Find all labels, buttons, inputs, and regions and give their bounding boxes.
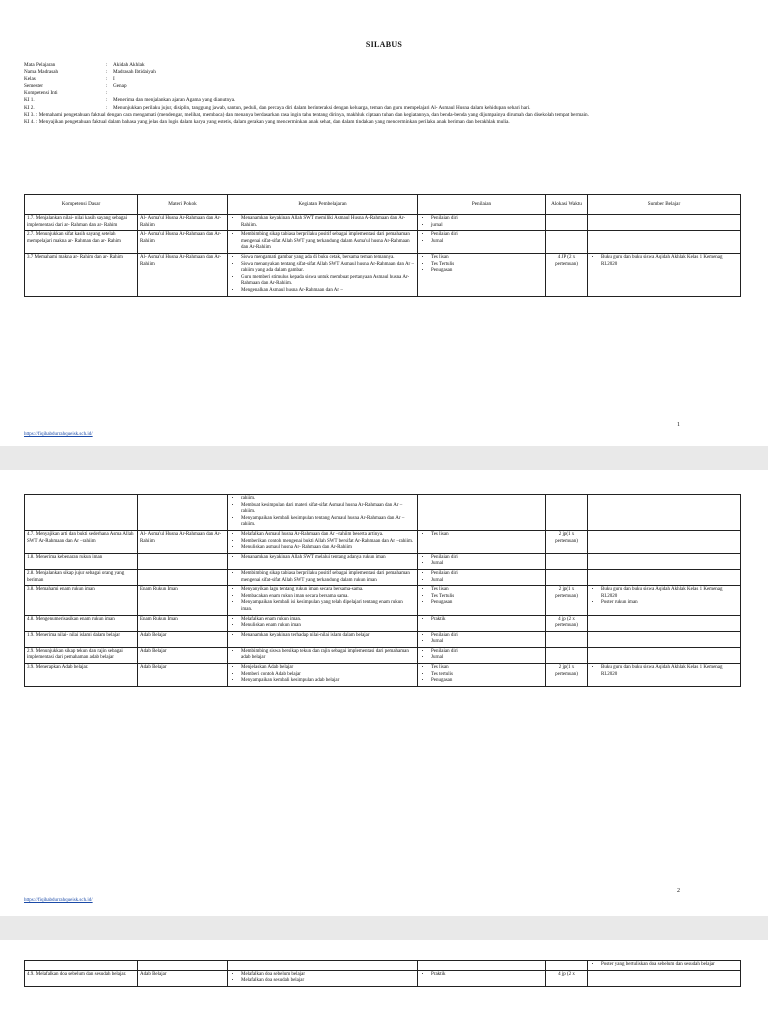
materi-pokok-cell: Al- Asma'ul Husna Ar-Rahmaan dan Ar-Rahiim — [138, 215, 228, 231]
kegiatan-list — [230, 496, 415, 529]
sumber-cell — [588, 631, 741, 647]
penilaian-item: • Tes lisan — [431, 587, 543, 594]
materi-pokok-cell: Adab Belajar — [138, 664, 228, 687]
kompetensi-dasar-cell: 2.8. Menjalankan sikap jujur sebagai orang yang beriman — [25, 569, 138, 585]
penilaian-item: • Tes lisan — [431, 665, 543, 672]
penilaian-item: • Penilaian diri — [431, 216, 543, 223]
kegiatan-item: • Mengenalkan Asmaul husna Ar-Rahmaan dan Ar – — [241, 288, 415, 295]
penilaian-item: • Jurnal — [431, 578, 543, 585]
table-row — [25, 631, 741, 647]
table-row — [25, 530, 741, 553]
penilaian-item: • Tes lisan — [431, 255, 543, 262]
ki4-text: KI 4. : Menyajikan pengetahuan faktual dalam bahasa yang jelas dan logis dalam karya yang estetis, dalam gerakan yang mencerminkan anak sehat, dan dalam tindakan yang mencerminkan perilaku anak beriman dan berakhlak mulia. — [24, 118, 510, 125]
kompetensi-dasar-cell — [25, 961, 138, 971]
kegiatan-list — [230, 587, 415, 613]
kegiatan-cell — [228, 253, 418, 296]
penilaian-cell — [418, 553, 546, 569]
kegiatan-item: • Membuat kesimpulan dari materi sifat-sifat Asmaul husna Ar-Rahmaan dan Ar –rahiim. — [241, 503, 415, 516]
meta-key: KI 1. — [24, 97, 35, 104]
penilaian-item: • Jurnal — [431, 655, 543, 662]
penilaian-cell — [418, 631, 546, 647]
kegiatan-item: • Membimbing siswa bersikap tekun dan rajin sebagai implementasi dari pemahaman adab belajar — [241, 649, 415, 662]
materi-pokok-cell: Enam Rukun Iman — [138, 615, 228, 631]
kegiatan-cell — [228, 553, 418, 569]
kegiatan-list — [230, 972, 415, 985]
sumber-cell — [588, 970, 741, 986]
kegiatan-item: • Menyampaikan kembali isi kesimpulan yang telah dipelajari tentang enam rukun iman. — [241, 600, 415, 613]
penilaian-list — [420, 232, 543, 245]
kompetensi-dasar-cell: 4.9. Melafalkan doa sebelum dan sesudah belajar. — [25, 970, 138, 986]
meta-value: Menerima dan menjalankan ajaran Agama yang dianutnya. — [113, 97, 236, 104]
penilaian-item: • Penugasan — [431, 600, 543, 607]
page-2 — [0, 470, 768, 916]
penilaian-cell — [418, 215, 546, 231]
kompetensi-dasar-cell: 2.9. Menunjukkan sikap tekun dan rajin sebagai implementasi dari pemahaman adab belajar — [25, 647, 138, 663]
meta-key: Kelas — [24, 76, 36, 83]
meta-colon: : — [106, 83, 108, 90]
kegiatan-list — [230, 532, 415, 552]
column-header: Kegiatan Pembelajaran — [228, 195, 418, 215]
penilaian-cell — [418, 586, 546, 615]
kompetensi-dasar-cell: 1.8. Menerima kebenaran rukun iman — [25, 553, 138, 569]
sumber-item: • Buku guru dan buku siswa Aqidah Akhlak Kelas 1 Kemenag RI.2020 — [601, 255, 738, 268]
penilaian-cell — [418, 253, 546, 296]
kompetensi-dasar-cell: 1.7. Menjalankan nilai- nilai kasih sayang sebagai implementasi dari ar- Rahman dan ar- Rahim — [25, 215, 138, 231]
kegiatan-item: • Menyampaikan kembali kesimpulan adab belajar — [241, 678, 415, 685]
materi-pokok-cell: Adab Belajar — [138, 631, 228, 647]
sumber-cell — [588, 647, 741, 663]
penilaian-list — [420, 617, 543, 624]
sumber-cell — [588, 530, 741, 553]
penilaian-cell — [418, 961, 546, 971]
alokasi-cell — [546, 495, 588, 531]
penilaian-list — [420, 555, 543, 568]
penilaian-cell — [418, 231, 546, 254]
penilaian-item: • Jurnal — [431, 561, 543, 568]
penilaian-item: • Jurnal — [431, 239, 543, 246]
column-header: Sumber Belajar — [588, 195, 741, 215]
table-row — [25, 961, 741, 971]
penilaian-list — [420, 633, 543, 646]
kegiatan-item: • Membacakan enam rukun iman secara bersama sama. — [241, 594, 415, 601]
alokasi-cell: 4 jp (2 x pertemuan) — [546, 615, 588, 631]
syllabus-table-page-3 — [24, 960, 741, 987]
page-number: 1 — [677, 422, 680, 428]
penilaian-list — [420, 972, 543, 979]
column-header: Materi Pokok — [138, 195, 228, 215]
penilaian-list — [420, 571, 543, 584]
kegiatan-cell — [228, 215, 418, 231]
sumber-item: • Buku guru dan buku siswa Aqidah Akhlak Kelas 1 Kemenag RI.2020 — [601, 665, 738, 678]
penilaian-list — [420, 216, 543, 229]
penilaian-item: • Jurnal — [431, 639, 543, 646]
meta-row — [24, 90, 740, 97]
meta-row — [24, 105, 740, 112]
table-row — [25, 664, 741, 687]
page-1 — [0, 0, 768, 446]
kegiatan-list — [230, 232, 415, 252]
page-number: 2 — [677, 888, 680, 894]
kompetensi-dasar-cell: 3.7 Memahami makna ar- Rahim dan ar- Rahim — [25, 253, 138, 296]
meta-key: Mata Pelajaran — [24, 62, 56, 68]
kegiatan-list — [230, 255, 415, 295]
kegiatan-item: • Menjelaskan Adab belajar — [241, 665, 415, 672]
sumber-item: • Poster yang bertuliskan doa sebelum dan sesudah belajar — [601, 962, 738, 969]
kegiatan-item: • Siswa mengamati gambar yang ada di buku cetak, bersama teman temannya. — [241, 255, 415, 262]
page-3 — [0, 940, 768, 1024]
kompetensi-dasar-cell: 3.9. Menerapkan Adab belajar. — [25, 664, 138, 687]
meta-row — [24, 97, 740, 104]
materi-pokok-cell — [138, 961, 228, 971]
penilaian-cell — [418, 569, 546, 585]
alokasi-cell — [546, 961, 588, 971]
sumber-cell — [588, 569, 741, 585]
kegiatan-cell — [228, 530, 418, 553]
kegiatan-list — [230, 571, 415, 584]
kegiatan-item: • Menuliskan enam rukun iman — [241, 623, 415, 630]
alokasi-cell: 2 jp(1 x pertemuan) — [546, 530, 588, 553]
meta-row — [24, 83, 740, 90]
kegiatan-list — [230, 216, 415, 229]
kegiatan-item: • Menanamkan keyakinan Allah SWT melalui tentang adanya rukun iman — [241, 555, 415, 562]
kompetensi-dasar-cell — [25, 495, 138, 531]
penilaian-item: • Penugasan — [431, 268, 543, 275]
sumber-cell — [588, 495, 741, 531]
penilaian-item: • Penilaian diri — [431, 555, 543, 562]
kompetensi-dasar-cell: 1.9. Menerima nilai- nilai islami dalam belajar — [25, 631, 138, 647]
kegiatan-item: • Menanamkan keyakinan terhadap nilai-nilai islam dalam belajar — [241, 633, 415, 640]
table-row — [25, 615, 741, 631]
materi-pokok-cell: Enam Rukun Iman — [138, 586, 228, 615]
materi-pokok-cell — [138, 569, 228, 585]
alokasi-cell — [546, 647, 588, 663]
kegiatan-item: • Membimbing sikap tabiasa berprilaku positif sebagai implementasi dari pemahaman mengenai sifat-sifat Allah SWT yang terkandung dalam rukun iman — [241, 571, 415, 584]
kompetensi-dasar-cell: 3.8. Memahami enam rukun iman — [25, 586, 138, 615]
kompetensi-dasar-cell: 4.8. Mengenumerisasikan enam rukun iman — [25, 615, 138, 631]
penilaian-cell — [418, 495, 546, 531]
kegiatan-cell — [228, 586, 418, 615]
sumber-cell — [588, 586, 741, 615]
kegiatan-item: • Membimbing sikap tabiasa berprilaku positif sebagai implementasi dari pemahaman mengenai sifat-sifat Allah SWT yang terkandung dalam Asma'ul husna Ar-Rahmaan dan Ar-Rahiim — [241, 232, 415, 252]
materi-pokok-cell: Al- Asma'ul Husna Ar-Rahmaan dan Ar-Rahiim — [138, 253, 228, 296]
table-row — [25, 215, 741, 231]
kegiatan-item: • Siswa menanyakan tentang sifat-sifat Allah SWT Asmaul husna Ar-Rahmaan dan Ar –rahiim yang ada dalam gambar. — [241, 262, 415, 275]
alokasi-cell: 4 JP (2 x pertemuan) — [546, 253, 588, 296]
table-row — [25, 970, 741, 986]
kegiatan-cell — [228, 631, 418, 647]
column-header: Kompetensi Dasar — [25, 195, 138, 215]
meta-value: I — [113, 76, 115, 83]
meta-row — [24, 76, 740, 83]
table-row — [25, 553, 741, 569]
penilaian-list — [420, 587, 543, 607]
penilaian-cell — [418, 970, 546, 986]
table-row — [25, 569, 741, 585]
materi-pokok-cell: Al- Asma'ul Husna Ar-Rahmaan dan Ar-Rahiim — [138, 231, 228, 254]
kegiatan-list — [230, 633, 415, 640]
sumber-cell — [588, 664, 741, 687]
penilaian-cell — [418, 615, 546, 631]
penilaian-list — [420, 255, 543, 275]
penilaian-item: • Penugasan — [431, 678, 543, 685]
meta-colon: : — [106, 62, 108, 68]
kegiatan-list — [230, 649, 415, 662]
syllabus-table-page-1 — [24, 194, 741, 297]
kegiatan-item: • rahiim. — [241, 496, 415, 503]
kegiatan-cell — [228, 569, 418, 585]
meta-key: Semester — [24, 83, 44, 90]
footer-link[interactable]: https://fiqihabdurrahqueisk.sch.id/ — [24, 432, 93, 437]
table-row — [25, 495, 741, 531]
penilaian-item: • Tes tertulis — [431, 672, 543, 679]
kegiatan-item: • Melafalkan enam rukun iman. — [241, 617, 415, 624]
sumber-cell — [588, 231, 741, 254]
kegiatan-cell — [228, 231, 418, 254]
kegiatan-item: • Melafalkan Asmaul husna Ar-Rahmaan dan Ar –rahiim beserta artinya. — [241, 532, 415, 539]
page-title: SILABUS — [365, 40, 403, 49]
meta-key: KI 2. — [24, 104, 35, 111]
penilaian-list — [420, 649, 543, 662]
penilaian-item: • Tes lisan — [431, 532, 543, 539]
kegiatan-item: • Memberi contoh Adab belajar — [241, 672, 415, 679]
meta-value: Madrasah Ibtidaiyah — [113, 69, 156, 76]
penilaian-cell — [418, 647, 546, 663]
alokasi-cell: 4 jp (2 x — [546, 970, 588, 986]
sumber-cell — [588, 961, 741, 971]
meta-key: Nama Madrasah — [24, 69, 59, 76]
alokasi-cell — [546, 215, 588, 231]
sumber-list — [590, 665, 738, 678]
kegiatan-item: • Menyanyikan lagu tentang rukun iman secara bersama-sama. — [241, 587, 415, 594]
sumber-list — [590, 962, 738, 969]
table-row — [25, 231, 741, 254]
penilaian-item: • Penilaian diri — [431, 633, 543, 640]
meta-value: Menunjukkan perilaku jujur, disiplin, tanggung jawab, santun, peduli, dan percaya diri dalam berinteraksi dengan keluarga, teman dan guru mempelajari Al- Asmaul Husna dalam kehidupan sehari hari. — [113, 104, 531, 111]
penilaian-item: • Tes Tertulis — [431, 594, 543, 601]
kegiatan-cell — [228, 664, 418, 687]
kegiatan-cell — [228, 647, 418, 663]
kegiatan-item: • Menuliskan asmaul husna Ar- Rahmaan dan Ar-Rahiim — [241, 545, 415, 552]
penilaian-list — [420, 532, 543, 539]
kegiatan-item: • Memberikan contoh mengenai bukti Allah SWT bersifat Ar-Rahmaan dan Ar –rahiim. — [241, 539, 415, 546]
penilaian-item: • Praktik — [431, 617, 543, 624]
kegiatan-item: • Guru memberi stimulus kepada siswa untuk membuat pertanyaan Asmaul husna Ar-Rahmaan dan Ar-Rahiim. — [241, 275, 415, 288]
meta-colon: : — [106, 97, 108, 104]
footer-link[interactable]: https://fiqihabdurrahqueisk.sch.id/ — [24, 898, 93, 903]
penilaian-cell — [418, 664, 546, 687]
meta-row — [24, 69, 740, 76]
penilaian-item: • Penilaian diri — [431, 649, 543, 656]
syllabus-table-page-2 — [24, 494, 741, 687]
column-header: Alokasi Waktu — [546, 195, 588, 215]
alokasi-cell: 2 jp(1 x pertemuan) — [546, 586, 588, 615]
alokasi-cell — [546, 631, 588, 647]
penilaian-item: • jurnal — [431, 223, 543, 230]
kegiatan-item: • Melafalkan doa sesudah belajar — [241, 978, 415, 985]
penilaian-cell — [418, 530, 546, 553]
materi-pokok-cell: Adab Belajar — [138, 970, 228, 986]
penilaian-item: • Penilaian diri — [431, 571, 543, 578]
identity-block — [24, 62, 740, 126]
materi-pokok-cell: Al- Asma'ul Husna Ar-Rahmaan dan Ar-Rahiim — [138, 530, 228, 553]
alokasi-cell — [546, 231, 588, 254]
table-row — [25, 586, 741, 615]
meta-colon: : — [106, 90, 108, 97]
alokasi-cell: 2 jp(1 x pertemuan) — [546, 664, 588, 687]
kegiatan-cell — [228, 961, 418, 971]
sumber-cell — [588, 615, 741, 631]
kegiatan-item: • Melafalkan doa sebelum belajar — [241, 972, 415, 979]
table-row — [25, 253, 741, 296]
kegiatan-item: • Menyampaikan kembali kesimpulan tentang Asmaul husna Ar-Rahmaan dan Ar –rahiim. — [241, 516, 415, 529]
sumber-cell — [588, 215, 741, 231]
penilaian-item: • Praktik — [431, 972, 543, 979]
meta-value — [113, 90, 740, 97]
meta-colon: : — [106, 104, 108, 111]
materi-pokok-cell — [138, 495, 228, 531]
kompetensi-dasar-cell: 2.7. Menunjukkan sifat kasih sayang setelah mempelajari makna ar- Rahman dan ar- Rahim — [25, 231, 138, 254]
sumber-item: • Poster rukun iman — [601, 600, 738, 607]
penilaian-item: • Penilaian diri — [431, 232, 543, 239]
meta-key: Kompetensi Inti — [24, 90, 58, 97]
sumber-item: • Buku guru dan buku siswa Aqidah Akhlak Kelas 1 Kemenag RI.2020 — [601, 587, 738, 600]
alokasi-cell — [546, 569, 588, 585]
materi-pokok-cell — [138, 553, 228, 569]
meta-colon: : — [106, 76, 108, 83]
kompetensi-dasar-cell: 4.7. Menyajikan arti dan bukti sederhana Asma Allah SWT Ar-Rahmaan dan Ar –rahiim — [25, 530, 138, 553]
kegiatan-list — [230, 665, 415, 685]
ki3-text: KI 3. : Memahami pengetahuan faktual dengan cara mengamati (mendengar, melihat, membaca) dan menanya berdasarkan rasa ingin tahu tentang dirinya, makhluk ciptaan tuhan dan kegiatannya, dan benda-benda yang dijumpainya dirumah dan disekolah tempat bermain. — [24, 111, 589, 118]
sumber-list — [590, 255, 738, 268]
kegiatan-cell — [228, 495, 418, 531]
meta-colon: : — [106, 69, 108, 76]
meta-row — [24, 62, 740, 69]
alokasi-cell — [546, 553, 588, 569]
column-header: Penilaian — [418, 195, 546, 215]
kegiatan-cell — [228, 615, 418, 631]
penilaian-item: • Tes Tertulis — [431, 262, 543, 269]
penilaian-list — [420, 665, 543, 685]
kegiatan-list — [230, 555, 415, 562]
kegiatan-list — [230, 617, 415, 630]
meta-value: Akidah Akhlak — [113, 62, 145, 68]
sumber-cell — [588, 553, 741, 569]
kegiatan-item: • Menanamkan keyakinan Allah SWT memiliki Asmaul Husna A-Rahmaan dan Ar-Rahiim. — [241, 216, 415, 229]
meta-value: Genap — [113, 83, 127, 90]
sumber-list — [590, 587, 738, 607]
table-row — [25, 647, 741, 663]
sumber-cell — [588, 253, 741, 296]
materi-pokok-cell: Adab Belajar — [138, 647, 228, 663]
kegiatan-cell — [228, 970, 418, 986]
